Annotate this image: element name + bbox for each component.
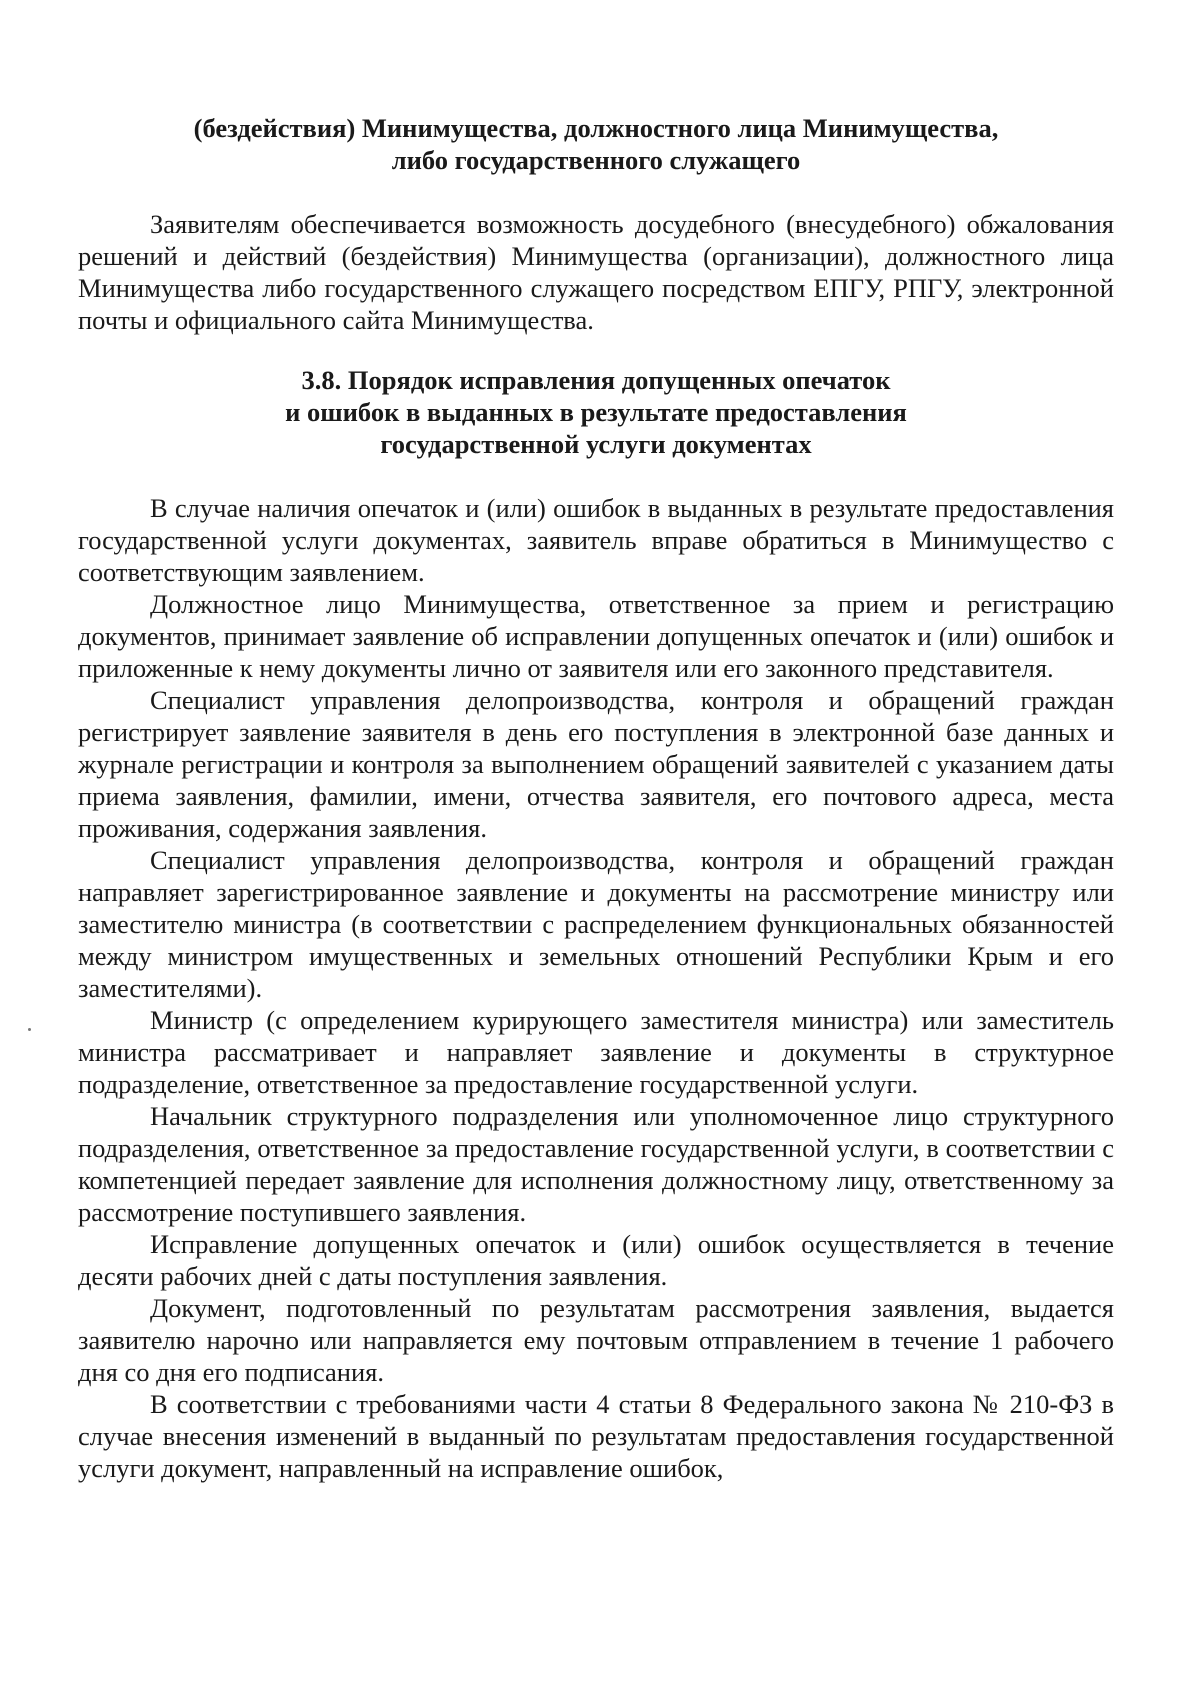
- spacer: [78, 336, 1114, 364]
- paragraph: Документ, подготовленный по результатам рассмотрения заявления, выдается заявителю нарочно или направляется ему почтовым отправлением в течение 1 рабочего дня со дня его подписания.: [78, 1293, 1114, 1387]
- top-heading-line-1: (бездействия) Минимущества, должностного лица Минимущества,: [193, 113, 999, 143]
- paragraph: Должностное лицо Минимущества, ответственное за прием и регистрацию документов, принимает заявление об исправлении допущенных опечаток и (или) ошибок и приложенные к нему документы лично от заявителя или его законного представителя.: [78, 589, 1114, 683]
- top-heading: [78, 112, 1114, 176]
- document-page: [78, 112, 1114, 1484]
- paragraph: Начальник структурного подразделения или уполномоченное лицо структурного подразделения, ответственное за предоставление государственной услуги, в соответствии с компетенцией передает заявление для исполнения должностному лицу, ответственному за рассмотрение поступившего заявления.: [78, 1101, 1114, 1227]
- section-heading: [78, 364, 1114, 460]
- paragraph: В случае наличия опечаток и (или) ошибок в выданных в результате предоставления государственной услуги документах, заявитель вправе обратиться в Минимущество с соответствующим заявлением.: [78, 493, 1114, 587]
- paragraph: Исправление допущенных опечаток и (или) ошибок осуществляется в течение десяти рабочих дней с даты поступления заявления.: [78, 1229, 1114, 1291]
- spacer: [78, 176, 1114, 208]
- spacer: [78, 460, 1114, 492]
- paragraph: Министр (с определением курирующего заместителя министра) или заместитель министра рассматривает и направляет заявление и документы в структурное подразделение, ответственное за предоставление государственной услуги.: [78, 1005, 1114, 1099]
- intro-paragraph: Заявителям обеспечивается возможность досудебного (внесудебного) обжалования решений и действий (бездействия) Минимущества (организации), должностного лица Минимущества либо государственного служащего посредством ЕПГУ, РПГУ, электронной почты и официального сайта Минимущества.: [78, 209, 1114, 335]
- paragraph: Специалист управления делопроизводства, контроля и обращений граждан регистрирует заявление заявителя в день его поступления в электронной базе данных и журнале регистрации и контроля за выполнением обращений заявителей с указанием даты приема заявления, фамилии, имени, отчества заявителя, его почтового адреса, места проживания, содержания заявления.: [78, 685, 1114, 843]
- scan-speck: [28, 1028, 31, 1031]
- section-heading-line-1: 3.8. Порядок исправления допущенных опечаток: [301, 365, 891, 395]
- paragraph: Специалист управления делопроизводства, контроля и обращений граждан направляет зарегистрированное заявление и документы на рассмотрение министру или заместителю министра (в соответствии с распределением функциональных обязанностей между министром имущественных и земельных отношений Республики Крым и его заместителями).: [78, 845, 1114, 1003]
- top-heading-line-2: либо государственного служащего: [391, 145, 801, 175]
- section-heading-line-2: и ошибок в выданных в результате предоставления: [285, 397, 907, 427]
- section-heading-line-3: государственной услуги документах: [380, 429, 812, 459]
- paragraph: В соответствии с требованиями части 4 статьи 8 Федерального закона № 210-ФЗ в случае внесения изменений в выданный по результатам предоставления государственной услуги документ, направленный на исправление ошибок,: [78, 1389, 1114, 1483]
